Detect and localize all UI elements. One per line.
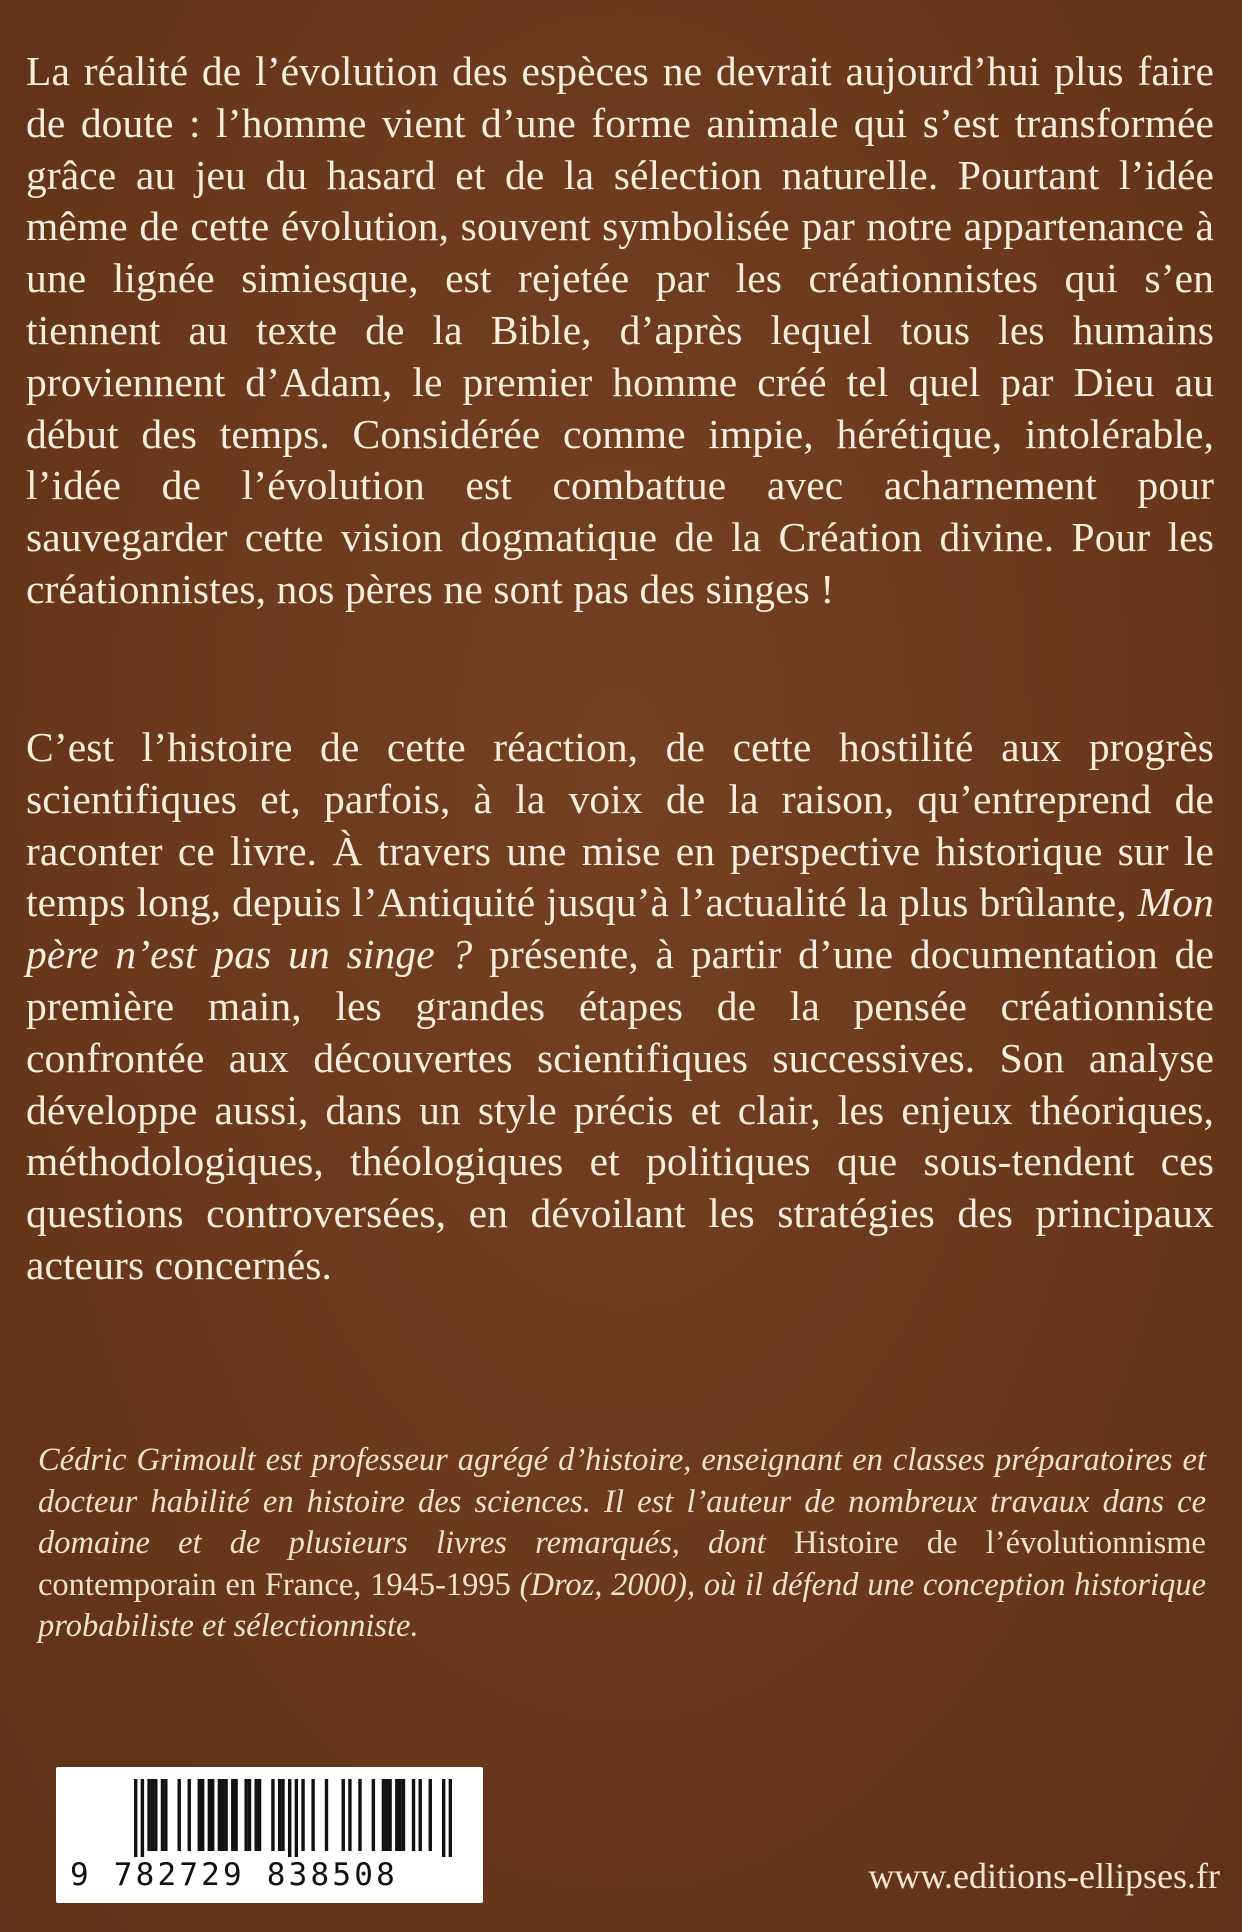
barcode-bar: [151, 1779, 154, 1851]
barcode-bar: [358, 1779, 361, 1851]
synopsis-paragraph-2: [26, 722, 1214, 1292]
barcode-bar: [234, 1779, 237, 1851]
barcode-bar: [134, 1779, 137, 1857]
author-previous-book-title: Histoire de l’évolutionnisme contemporain en France, 1945-1995: [38, 1525, 1206, 1603]
author-bio-text-end: (Droz, 2000), où il défend une conception historique probabiliste et sélectionniste.: [38, 1566, 1207, 1644]
synopsis-paragraph-2-text-end: présente, à partir d’une documentation de première main, les grandes étapes de la pensée créationniste confrontée aux découvertes scientifiques successives. Son analyse développe aussi, dans un style précis et clair, les enjeux théoriques, méthodologiques, théologiques et politiques que sous-tendent ces questions controversées, en dévoilant les stratégies des principaux acteurs concernés.: [26, 931, 1214, 1288]
publisher-website: www.editions-ellipses.fr: [868, 1856, 1220, 1896]
barcode-bars: [134, 1779, 452, 1857]
barcode-bar: [231, 1779, 234, 1851]
barcode-bar: [395, 1779, 398, 1851]
barcode-bar: [449, 1779, 452, 1857]
barcode-bar: [164, 1779, 167, 1851]
barcode-bar: [178, 1779, 181, 1851]
barcode-bar: [147, 1779, 150, 1851]
barcode-bar: [288, 1779, 291, 1857]
barcode-bar: [342, 1779, 345, 1851]
barcode-bar: [218, 1779, 221, 1851]
barcode-bar: [372, 1779, 375, 1851]
barcode-bar: [402, 1779, 405, 1851]
barcode-bar: [221, 1779, 224, 1851]
synopsis-paragraph-1: La réalité de l’évolution des espèces ne devrait aujourd’hui plus faire de doute : l’homme vient d’une forme animale qui s’est transformée grâce au jeu du hasard et de la sélection naturelle. Pourtant l’idée même de cette évolution, souvent symbolisée par notre appartenance à une lignée simiesque, est rejetée par les créationnistes qui s’en tiennent au texte de la Bible, d’après lequel tous les humains proviennent d’Adam, le premier homme créé tel quel par Dieu au début des temps. Considérée comme impie, hérétique, intolérable, l’idée de l’évolution est combattue avec acharnement pour sauvegarder cette vision dogmatique de la Création divine. Pour les créationnistes, nos pères ne sont pas des singes !: [26, 48, 1214, 612]
barcode-bar: [398, 1779, 401, 1851]
barcode-bar: [348, 1779, 351, 1851]
barcode-bar: [419, 1779, 422, 1851]
barcode-bar: [258, 1779, 261, 1851]
author-bio: [38, 1440, 1206, 1648]
barcode-bar: [244, 1779, 247, 1851]
barcode-bar: [278, 1779, 281, 1851]
barcode-bar: [295, 1779, 298, 1857]
barcode-bar: [382, 1779, 385, 1851]
synopsis-paragraph-2-text-start: C’est l’histoire de cette réaction, de cette hostilité aux progrès scientifiques et, parfois, à la voix de la raison, qu’entreprend de raconter ce livre. À travers une mise en perspective historique sur le temps long, depuis l’Antiquité jusqu’à l’actualité la plus brûlante,: [26, 724, 1214, 926]
barcode-bar: [198, 1779, 201, 1851]
barcode-bar: [201, 1779, 204, 1851]
barcode-bar: [325, 1779, 328, 1851]
barcode-bar: [141, 1779, 144, 1857]
isbn-number: 9 782729 838508: [70, 1857, 398, 1893]
barcode-bar: [442, 1779, 445, 1857]
barcode-bar: [429, 1779, 432, 1851]
barcode-bar: [311, 1779, 314, 1851]
barcode-bar: [385, 1779, 388, 1851]
barcode-bar: [224, 1779, 227, 1851]
author-bio-text-start: Cédric Grimoult est professeur agrégé d’histoire, enseignant en classes préparatoires et docteur habilité en histoire des sciences. Il est l’auteur de nombreux travaux dans ce domaine et de plusieurs livres remarqués, dont: [38, 1442, 1206, 1561]
book-title-italic: Mon père n’est pas un singe ?: [26, 879, 1214, 978]
isbn-barcode: [56, 1767, 483, 1903]
barcode-bar: [271, 1779, 274, 1851]
barcode-bar: [211, 1779, 214, 1851]
barcode-bar: [255, 1779, 258, 1851]
barcode-bar: [208, 1779, 211, 1851]
barcode-bar: [161, 1779, 164, 1851]
barcode-bar: [388, 1779, 391, 1851]
barcode-bar: [412, 1779, 415, 1851]
barcode-bar: [154, 1779, 157, 1851]
barcode-bar: [248, 1779, 251, 1851]
barcode-bar: [301, 1779, 304, 1851]
barcode-bar: [281, 1779, 284, 1851]
barcode-bar: [188, 1779, 191, 1851]
